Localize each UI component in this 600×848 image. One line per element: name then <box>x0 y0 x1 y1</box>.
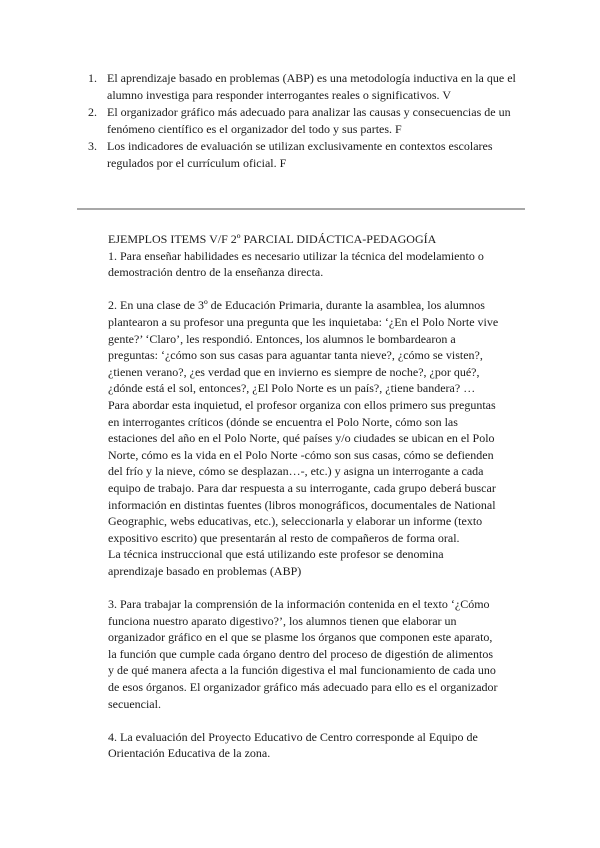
list-item-number: 1. <box>88 71 97 85</box>
section-title: EJEMPLOS ITEMS V/F 2º PARCIAL DIDÁCTICA-PEDAGOGÍA <box>108 232 437 246</box>
section-divider <box>77 208 525 210</box>
item-4: 4. La evaluación del Proyecto Educativo de Centro corresponde al Equipo de Orientación Educativa de la zona. <box>108 729 478 761</box>
item-2-body: Para abordar esta inquietud, el profesor organiza con ellos primero sus preguntas en interrogantes críticos (dónde se encuentra el Polo Norte, cómo son las estaciones del año en el Polo Norte, qué países y/o ciudades se ubican en el Polo Norte, cómo es la vida en el Polo Norte -cómo son sus casas, cómo se defienden del frío y la nieve, cómo se desplazan…-, etc.) y asigna un interrogante a cada equipo de trabajo. Para dar respuesta a su interrogante, cada grupo deberá buscar información en distintas fuentes (libros monográficos, documentales de National Geographic, webs educativas, etc.), seleccionarla y elaborar un informe (texto expositivo escrito) que presentarán al resto de compañeros de forma oral. <box>108 397 496 545</box>
summary-list <box>80 70 530 173</box>
item-3: 3. Para trabajar la comprensión de la información contenida en el texto ‘¿Cómo funciona nuestro aparato digestivo?’, los alumnos tienen que elaborar un organizador gráfico en el que se plasme los órganos que componen este aparato, la función que cumple cada órgano dentro del proceso de digestión de alimentos y de qué manera afecta a la función digestiva el mal funcionamiento de cada uno de esos órganos. El organizador gráfico más adecuado para ello es el organizador secuencial. <box>108 597 498 711</box>
paragraph-gap <box>108 281 500 298</box>
list-item-text: El organizador gráfico más adecuado para analizar las causas y consecuencias de un fenómeno científico es el organizador del todo y sus partes. F <box>107 105 511 136</box>
examples-section <box>108 231 500 762</box>
item-1: 1. Para enseñar habilidades es necesario utilizar la técnica del modelamiento o demostración dentro de la enseñanza directa. <box>108 248 484 280</box>
list-item-number: 2. <box>88 105 97 120</box>
list-item <box>80 70 530 103</box>
item-2-statement: La técnica instruccional que está utilizando este profesor se denomina aprendizaje basado en problemas (ABP) <box>108 547 444 578</box>
list-item-text: Los indicadores de evaluación se utilizan exclusivamente en contextos escolares regulados por el currículum oficial. F <box>107 139 493 170</box>
list-item <box>80 138 530 171</box>
list-item-number: 3. <box>88 139 97 154</box>
paragraph-gap <box>108 712 500 729</box>
item-2-intro: 2. En una clase de 3º de Educación Primaria, durante la asamblea, los alumnos plantearon a su profesor una pregunta que les inquietaba: ‘¿En el Polo Norte vive gente?’ ‘Claro’, les respondió. Entonces, los alumnos le bombardearon a preguntas: ‘¿cómo son sus casas para aguantar tanta nieve?, ¿cómo se visten?, ¿tienen verano?, ¿es verdad que en invierno es siempre de noche?, ¿por qué?, ¿dónde está el sol, entonces?, ¿El Polo Norte es un país?, ¿tiene bandera? … <box>108 298 499 396</box>
list-item <box>80 104 530 137</box>
paragraph-gap <box>108 579 500 596</box>
list-item-text: El aprendizaje basado en problemas (ABP) es una metodología inductiva en la que el alumno investiga para responder interrogantes reales o significativos. V <box>107 71 516 102</box>
